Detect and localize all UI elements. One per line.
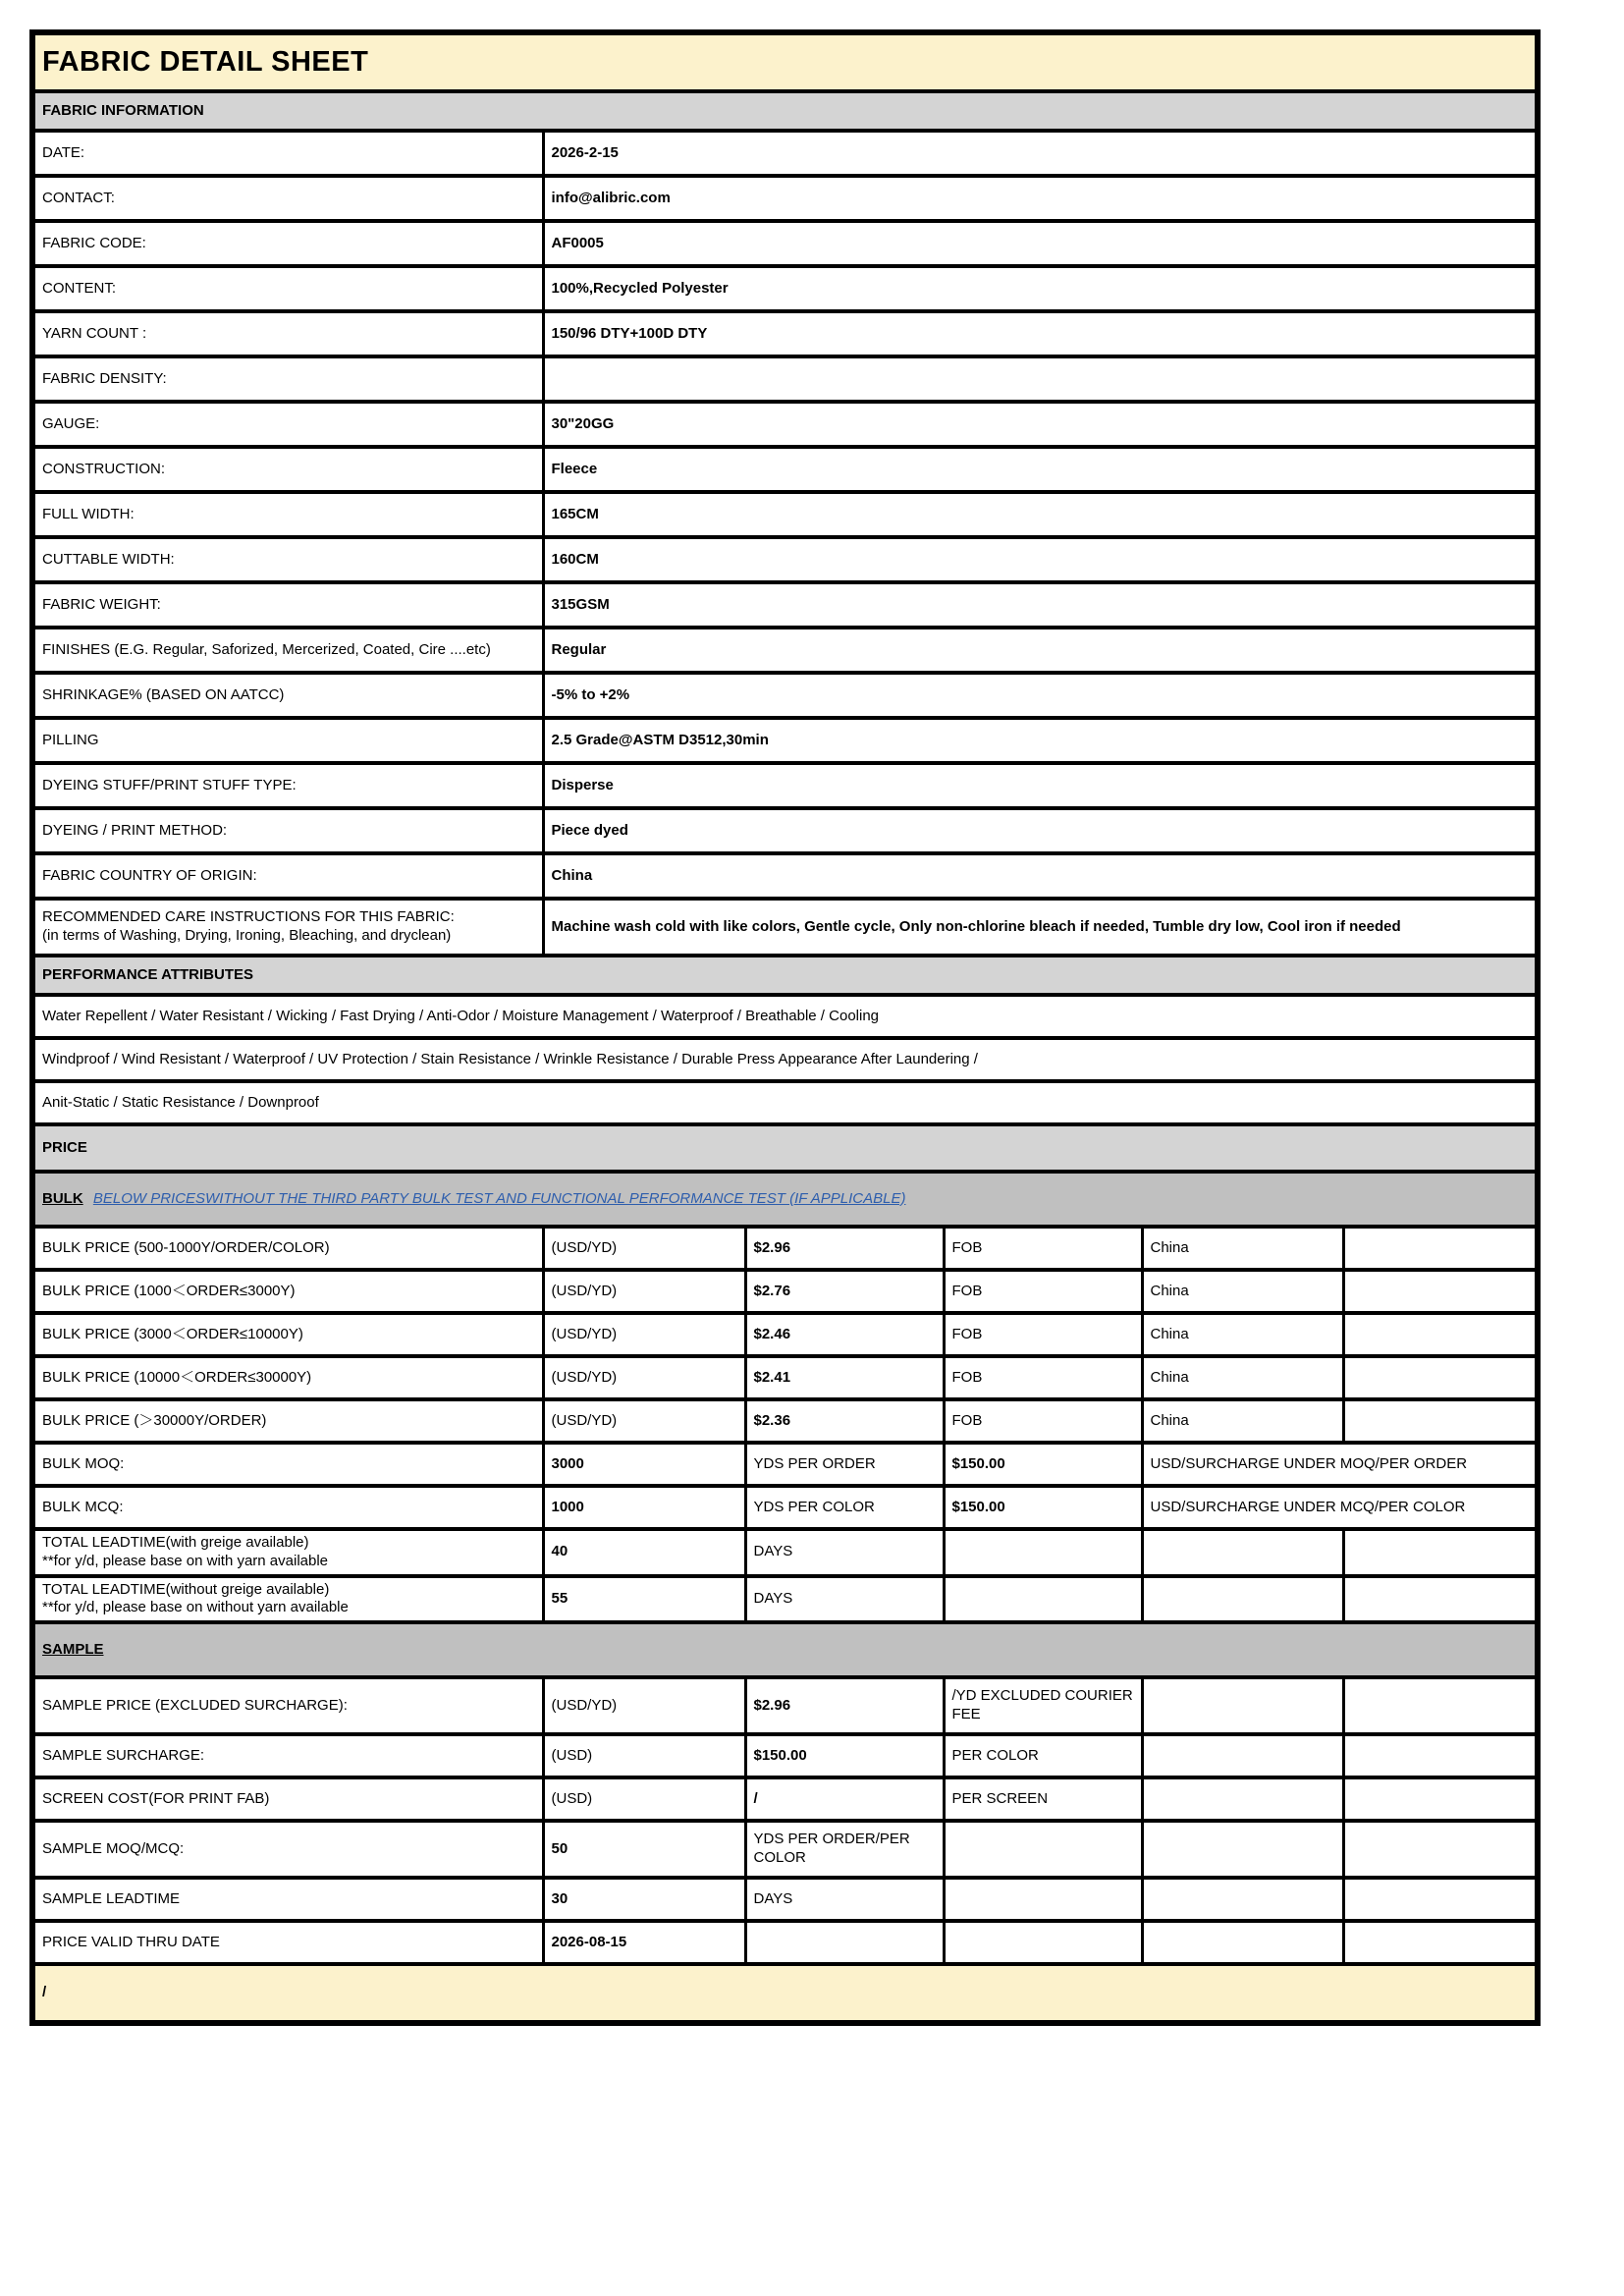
unit-cell: (USD/YD) — [543, 1399, 745, 1443]
row-label: SAMPLE SURCHARGE: — [32, 1734, 543, 1777]
note-cell: PER SCREEN — [944, 1777, 1142, 1821]
bulk-banner-note: BELOW PRICESWITHOUT THE THIRD PARTY BULK TEST AND FUNCTIONAL PERFORMANCE TEST (IF APPLICABLE) — [92, 1189, 906, 1207]
leadtime-label — [32, 1529, 543, 1576]
table-row — [32, 1270, 1538, 1313]
price-cell: $2.46 — [745, 1313, 944, 1356]
origin-cell: China — [1142, 1399, 1343, 1443]
row-label: FABRIC WEIGHT: — [32, 582, 543, 628]
cuttable-width-value: 160CM — [543, 537, 1538, 582]
empty-cell — [745, 1921, 944, 1964]
table-row — [32, 356, 1538, 402]
performance-attributes-line2: Windproof / Wind Resistant / Waterproof / UV Protection / Stain Resistance / Wrinkle Resistance / Durable Press Appearance After Laundering / — [32, 1038, 1538, 1081]
table-row — [32, 311, 1538, 356]
row-label: BULK PRICE (500-1000Y/ORDER/COLOR) — [32, 1227, 543, 1270]
table-row — [32, 1313, 1538, 1356]
row-label: CONSTRUCTION: — [32, 447, 543, 492]
table-row — [32, 1081, 1538, 1124]
row-label: FULL WIDTH: — [32, 492, 543, 537]
row-label: BULK PRICE (10000＜ORDER≤30000Y) — [32, 1356, 543, 1399]
table-row — [32, 763, 1538, 808]
leadtime-label — [32, 1576, 543, 1623]
table-row — [32, 1529, 1538, 1576]
row-label: BULK MOQ: — [32, 1443, 543, 1486]
row-label: PILLING — [32, 718, 543, 763]
empty-cell — [1343, 1734, 1538, 1777]
unit-cell: DAYS — [745, 1878, 944, 1921]
table-row — [32, 131, 1538, 176]
row-label: FABRIC DENSITY: — [32, 356, 543, 402]
table-row — [32, 32, 1538, 91]
surcharge-note-cell: USD/SURCHARGE UNDER MOQ/PER ORDER — [1142, 1443, 1538, 1486]
table-row — [32, 266, 1538, 311]
care-instructions-label — [32, 899, 543, 956]
empty-cell — [1142, 1576, 1343, 1623]
table-row — [32, 1677, 1538, 1734]
row-label: YARN COUNT : — [32, 311, 543, 356]
construction-value: Fleece — [543, 447, 1538, 492]
empty-cell — [1343, 1356, 1538, 1399]
row-label: FABRIC COUNTRY OF ORIGIN: — [32, 853, 543, 899]
bulk-banner — [32, 1172, 1538, 1227]
full-width-value: 165CM — [543, 492, 1538, 537]
price-cell: $150.00 — [745, 1734, 944, 1777]
unit-cell: YDS PER ORDER/PER COLOR — [745, 1821, 944, 1878]
price-cell: $2.36 — [745, 1399, 944, 1443]
term-cell: FOB — [944, 1313, 1142, 1356]
row-label: PRICE VALID THRU DATE — [32, 1921, 543, 1964]
unit-cell: (USD/YD) — [543, 1677, 745, 1734]
pilling-value: 2.5 Grade@ASTM D3512,30min — [543, 718, 1538, 763]
term-cell: FOB — [944, 1270, 1142, 1313]
table-row — [32, 1399, 1538, 1443]
leadtime-label-line2: **for y/d, please base on with yarn available — [42, 1552, 329, 1569]
row-label: CONTENT: — [32, 266, 543, 311]
row-label: CUTTABLE WIDTH: — [32, 537, 543, 582]
empty-cell — [1343, 1677, 1538, 1734]
performance-attributes-line3: Anit-Static / Static Resistance / Downproof — [32, 1081, 1538, 1124]
bulk-banner-title: BULK — [42, 1189, 83, 1207]
country-of-origin-value: China — [543, 853, 1538, 899]
row-label: DATE: — [32, 131, 543, 176]
note-cell: PER COLOR — [944, 1734, 1142, 1777]
row-label: BULK PRICE (3000＜ORDER≤10000Y) — [32, 1313, 543, 1356]
table-row — [32, 402, 1538, 447]
table-row — [32, 1486, 1538, 1529]
unit-cell: YDS PER ORDER — [745, 1443, 944, 1486]
row-label: GAUGE: — [32, 402, 543, 447]
table-row — [32, 537, 1538, 582]
table-row — [32, 176, 1538, 221]
row-label: FABRIC CODE: — [32, 221, 543, 266]
table-row — [32, 447, 1538, 492]
empty-cell — [1142, 1878, 1343, 1921]
table-row — [32, 492, 1538, 537]
row-label: SAMPLE PRICE (EXCLUDED SURCHARGE): — [32, 1677, 543, 1734]
table-row — [32, 1172, 1538, 1227]
empty-cell — [944, 1921, 1142, 1964]
sample-header-label: SAMPLE — [42, 1640, 104, 1658]
days-cell: 40 — [543, 1529, 745, 1576]
date-cell: 2026-08-15 — [543, 1921, 745, 1964]
row-label: DYEING / PRINT METHOD: — [32, 808, 543, 853]
table-row — [32, 899, 1538, 956]
price-cell: $2.41 — [745, 1356, 944, 1399]
dyeing-stuff-value: Disperse — [543, 763, 1538, 808]
note-cell — [944, 1821, 1142, 1878]
contact-value: info@alibric.com — [543, 176, 1538, 221]
unit-cell: DAYS — [745, 1576, 944, 1623]
days-cell: 55 — [543, 1576, 745, 1623]
qty-cell: 50 — [543, 1821, 745, 1878]
table-row — [32, 1921, 1538, 1964]
leadtime-label-line1: TOTAL LEADTIME(with greige available) — [42, 1534, 309, 1551]
table-row — [32, 995, 1538, 1038]
unit-cell: (USD) — [543, 1777, 745, 1821]
table-row — [32, 1356, 1538, 1399]
section-header-performance: PERFORMANCE ATTRIBUTES — [32, 956, 1538, 995]
table-row — [32, 808, 1538, 853]
term-cell: FOB — [944, 1399, 1142, 1443]
table-row — [32, 1777, 1538, 1821]
table-row — [32, 1038, 1538, 1081]
care-instructions-label-line2: (in terms of Washing, Drying, Ironing, Bleaching, and dryclean) — [42, 927, 452, 944]
empty-cell — [1343, 1399, 1538, 1443]
table-row — [32, 1622, 1538, 1677]
empty-cell — [1142, 1677, 1343, 1734]
empty-cell — [1142, 1529, 1343, 1576]
empty-cell — [1343, 1576, 1538, 1623]
dyeing-method-value: Piece dyed — [543, 808, 1538, 853]
empty-cell — [1343, 1313, 1538, 1356]
empty-cell — [1343, 1227, 1538, 1270]
date-value: 2026-2-15 — [543, 131, 1538, 176]
row-label: BULK PRICE (＞30000Y/ORDER) — [32, 1399, 543, 1443]
unit-cell: (USD/YD) — [543, 1270, 745, 1313]
qty-cell: 1000 — [543, 1486, 745, 1529]
section-header-sample — [32, 1622, 1538, 1677]
performance-attributes-line1: Water Repellent / Water Resistant / Wicking / Fast Drying / Anti-Odor / Moisture Management / Waterproof / Breathable / Cooling — [32, 995, 1538, 1038]
surcharge-cell: $150.00 — [944, 1443, 1142, 1486]
table-row — [32, 582, 1538, 628]
empty-cell — [1343, 1777, 1538, 1821]
row-label: SAMPLE LEADTIME — [32, 1878, 543, 1921]
origin-cell: China — [1142, 1270, 1343, 1313]
yarn-count-value: 150/96 DTY+100D DTY — [543, 311, 1538, 356]
empty-cell — [1343, 1878, 1538, 1921]
surcharge-cell: $150.00 — [944, 1486, 1142, 1529]
row-label: SCREEN COST(FOR PRINT FAB) — [32, 1777, 543, 1821]
table-row — [32, 628, 1538, 673]
row-label: BULK PRICE (1000＜ORDER≤3000Y) — [32, 1270, 543, 1313]
page-title: FABRIC DETAIL SHEET — [32, 32, 1538, 91]
empty-cell — [1343, 1921, 1538, 1964]
empty-cell — [1142, 1921, 1343, 1964]
leadtime-label-line2: **for y/d, please base on without yarn available — [42, 1599, 349, 1616]
surcharge-note-cell: USD/SURCHARGE UNDER MCQ/PER COLOR — [1142, 1486, 1538, 1529]
row-label: CONTACT: — [32, 176, 543, 221]
row-label: SHRINKAGE% (BASED ON AATCC) — [32, 673, 543, 718]
note-cell: /YD EXCLUDED COURIER FEE — [944, 1677, 1142, 1734]
unit-cell: (USD/YD) — [543, 1313, 745, 1356]
origin-cell: China — [1142, 1313, 1343, 1356]
leadtime-label-line1: TOTAL LEADTIME(without greige available) — [42, 1580, 330, 1598]
section-header-fabric-information: FABRIC INFORMATION — [32, 91, 1538, 131]
empty-cell — [1142, 1777, 1343, 1821]
table-row — [32, 1124, 1538, 1172]
gauge-value: 30"20GG — [543, 402, 1538, 447]
table-row — [32, 956, 1538, 995]
footer-slash: / — [32, 1964, 1538, 2023]
care-instructions-value: Machine wash cold with like colors, Gentle cycle, Only non-chlorine bleach if needed, Tumble dry low, Cool iron if needed — [543, 899, 1538, 956]
row-label: BULK MCQ: — [32, 1486, 543, 1529]
table-row — [32, 1821, 1538, 1878]
qty-cell: 30 — [543, 1878, 745, 1921]
table-row — [32, 718, 1538, 763]
price-cell: $2.76 — [745, 1270, 944, 1313]
table-row — [32, 673, 1538, 718]
table-row — [32, 221, 1538, 266]
section-header-price: PRICE — [32, 1124, 1538, 1172]
term-cell: FOB — [944, 1227, 1142, 1270]
empty-cell — [1142, 1821, 1343, 1878]
note-cell — [944, 1878, 1142, 1921]
row-label: SAMPLE MOQ/MCQ: — [32, 1821, 543, 1878]
care-instructions-label-line1: RECOMMENDED CARE INSTRUCTIONS FOR THIS FABRIC: — [42, 908, 455, 926]
fabric-density-value — [543, 356, 1538, 402]
empty-cell — [1142, 1734, 1343, 1777]
price-cell: $2.96 — [745, 1677, 944, 1734]
unit-cell: (USD/YD) — [543, 1356, 745, 1399]
origin-cell: China — [1142, 1356, 1343, 1399]
price-cell: / — [745, 1777, 944, 1821]
shrinkage-value: -5% to +2% — [543, 673, 1538, 718]
table-row — [32, 1227, 1538, 1270]
unit-cell: YDS PER COLOR — [745, 1486, 944, 1529]
empty-cell — [1343, 1529, 1538, 1576]
table-row — [32, 1443, 1538, 1486]
empty-cell — [1343, 1821, 1538, 1878]
table-row — [32, 91, 1538, 131]
table-row — [32, 1878, 1538, 1921]
empty-cell — [944, 1576, 1142, 1623]
table-row — [32, 853, 1538, 899]
unit-cell: (USD) — [543, 1734, 745, 1777]
empty-cell — [944, 1529, 1142, 1576]
row-label: FINISHES (E.G. Regular, Saforized, Mercerized, Coated, Cire ....etc) — [32, 628, 543, 673]
empty-cell — [1343, 1270, 1538, 1313]
origin-cell: China — [1142, 1227, 1343, 1270]
price-cell: $2.96 — [745, 1227, 944, 1270]
fabric-detail-table — [29, 29, 1541, 2026]
row-label: DYEING STUFF/PRINT STUFF TYPE: — [32, 763, 543, 808]
finishes-value: Regular — [543, 628, 1538, 673]
table-row — [32, 1964, 1538, 2023]
term-cell: FOB — [944, 1356, 1142, 1399]
table-row — [32, 1734, 1538, 1777]
unit-cell: (USD/YD) — [543, 1227, 745, 1270]
fabric-weight-value: 315GSM — [543, 582, 1538, 628]
table-row — [32, 1576, 1538, 1623]
content-value: 100%,Recycled Polyester — [543, 266, 1538, 311]
unit-cell: DAYS — [745, 1529, 944, 1576]
fabric-code-value: AF0005 — [543, 221, 1538, 266]
qty-cell: 3000 — [543, 1443, 745, 1486]
